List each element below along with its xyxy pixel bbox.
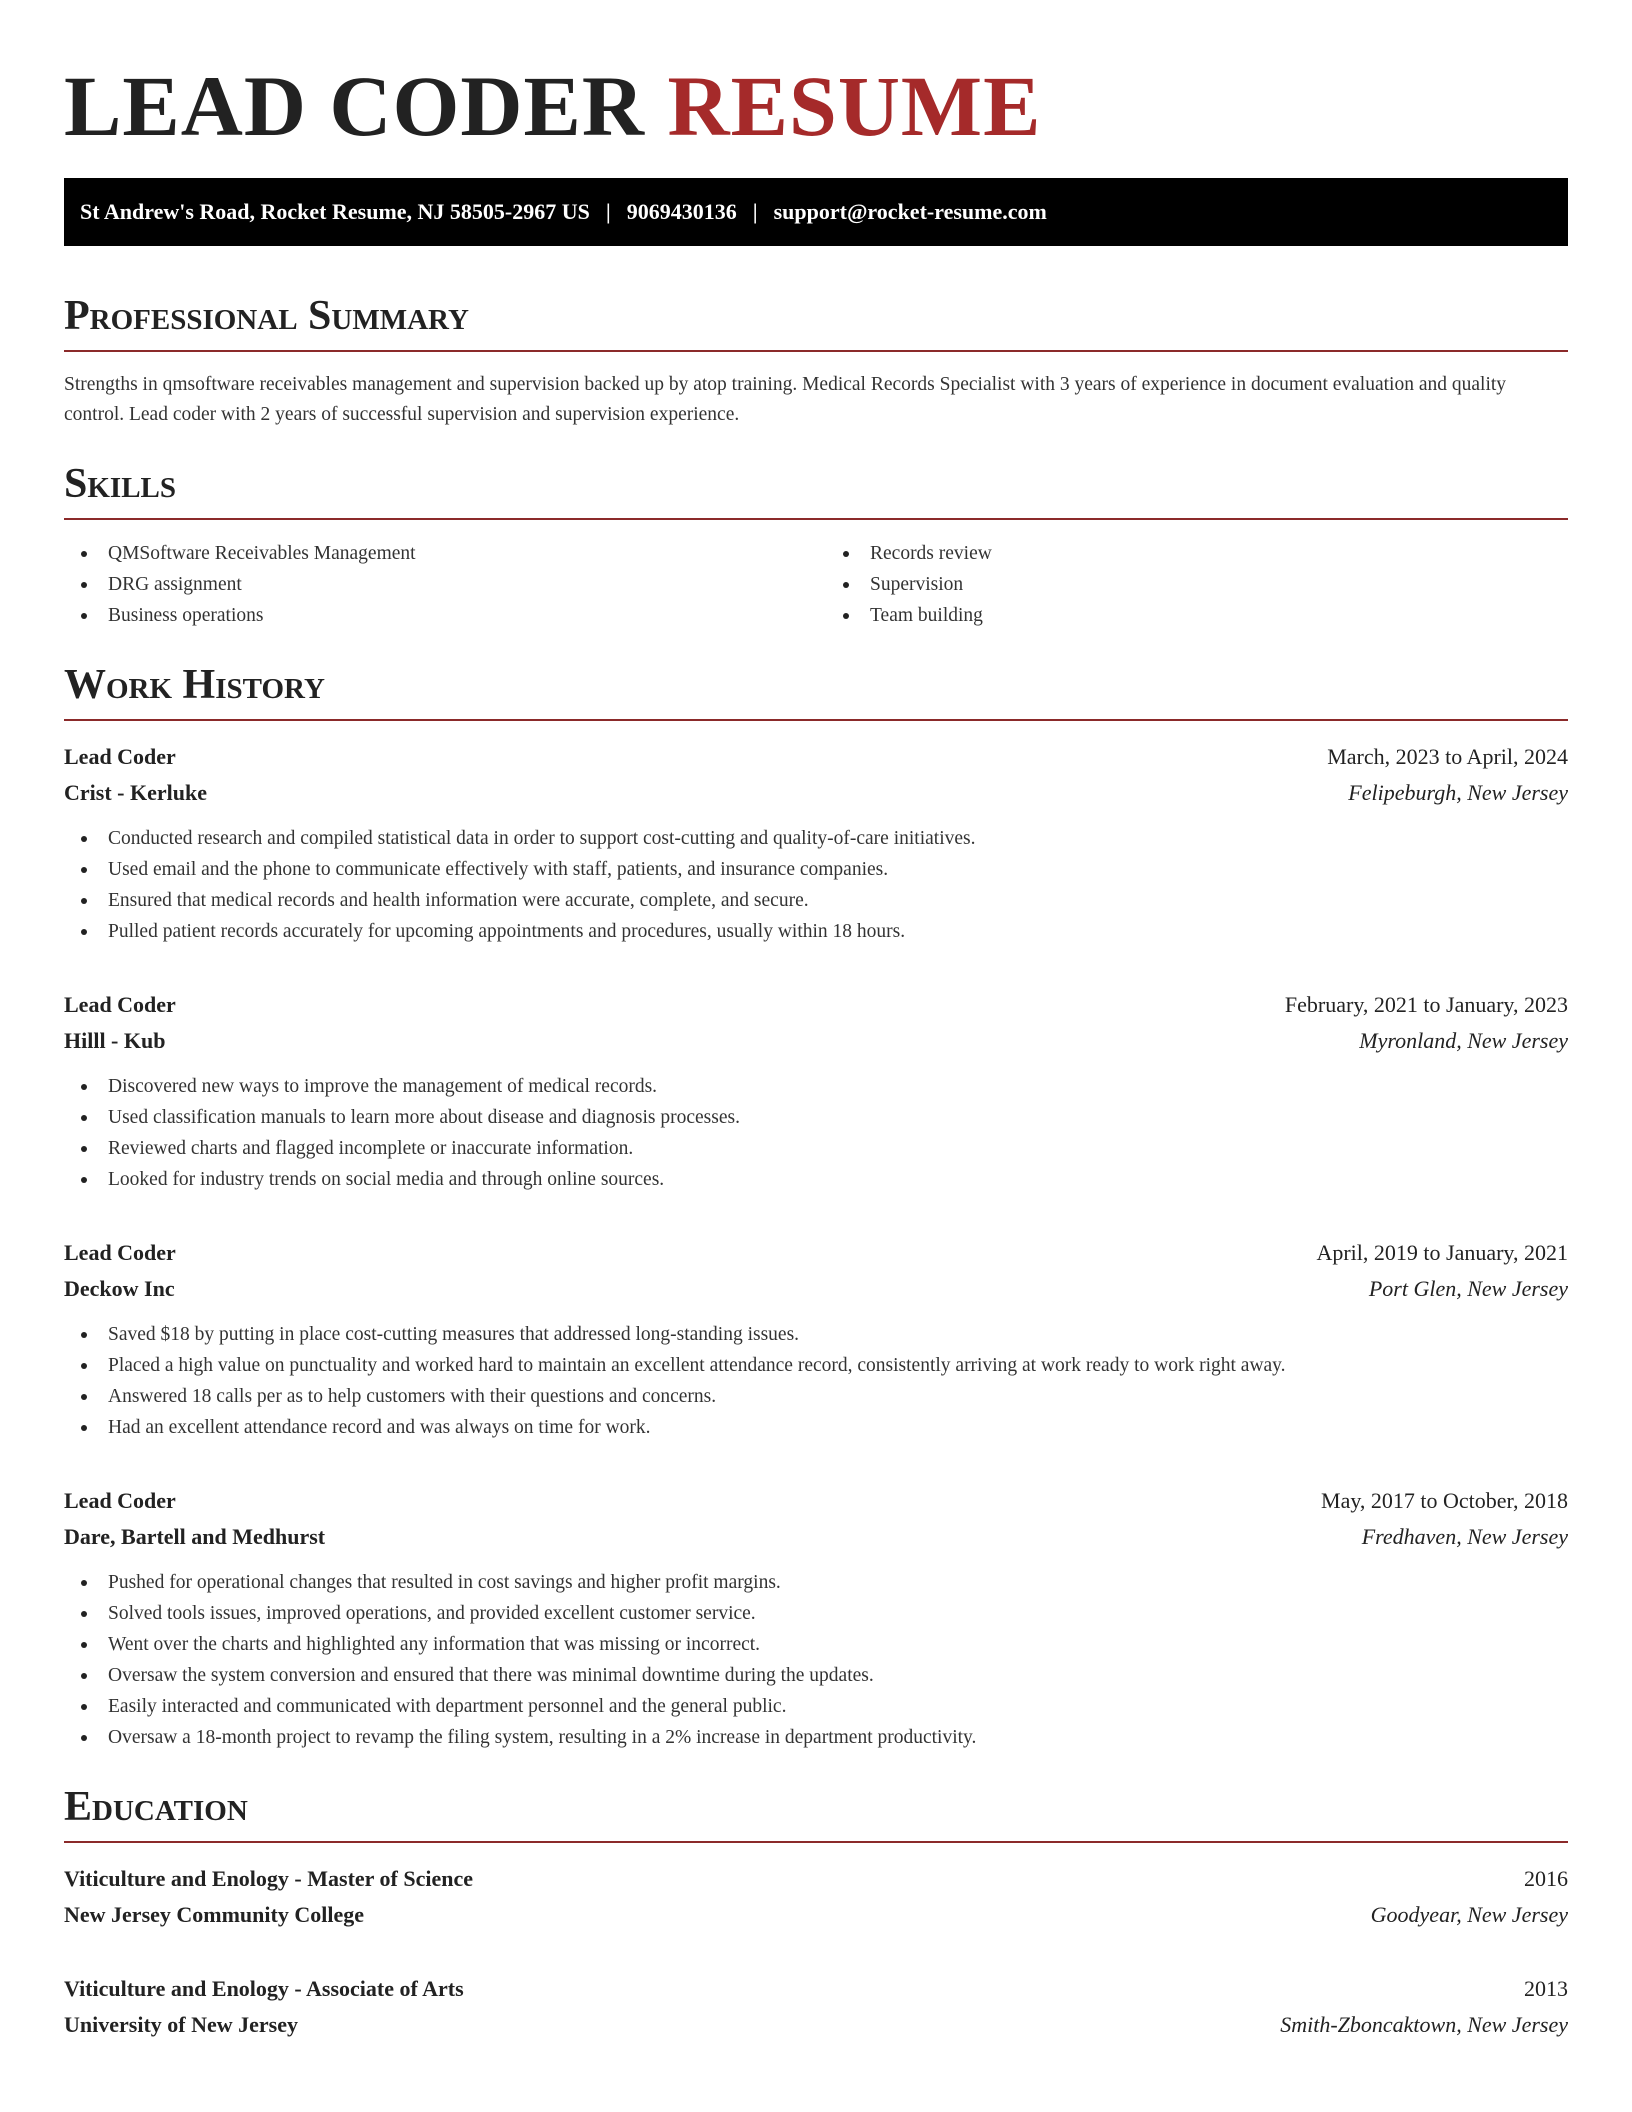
job-bullet: Pulled patient records accurately for upcoming appointments and procedures, usually within 18 hours.	[64, 916, 1568, 947]
job-company: Crist - Kerluke	[64, 780, 207, 805]
skill-item: QMSoftware Receivables Management	[64, 538, 806, 569]
job-title-row	[64, 1235, 1568, 1271]
job-dates: March, 2023 to April, 2024	[1327, 744, 1568, 769]
job-title-row	[64, 1483, 1568, 1519]
job-title-row	[64, 987, 1568, 1023]
job-entry	[64, 1235, 1568, 1443]
skills-list-right	[826, 538, 1568, 631]
section-heading-summary: Professional Summary	[64, 292, 1568, 352]
education-year: 2016	[1524, 1866, 1568, 1891]
contact-separator: |	[605, 199, 611, 224]
job-company-row	[64, 1271, 1568, 1307]
job-bullets	[64, 1567, 1568, 1753]
education-degree-row	[64, 1971, 1568, 2007]
job-bullet: Ensured that medical records and health information were accurate, complete, and secure.	[64, 885, 1568, 916]
job-bullet: Saved $18 by putting in place cost-cutting measures that addressed long-standing issues.	[64, 1319, 1568, 1350]
job-bullet: Answered 18 calls per as to help customers with their questions and concerns.	[64, 1381, 1568, 1412]
section-heading-education: Education	[64, 1783, 1568, 1843]
job-entry	[64, 739, 1568, 947]
job-company-row	[64, 1519, 1568, 1555]
job-bullet: Placed a high value on punctuality and worked hard to maintain an excellent attendance record, consistently arriving at work ready to work right away.	[64, 1350, 1568, 1381]
job-bullets	[64, 1071, 1568, 1195]
education-location: Smith-Zboncaktown, New Jersey	[1280, 2012, 1568, 2037]
job-title: Lead Coder	[64, 744, 176, 769]
job-entry	[64, 987, 1568, 1195]
work-history-section	[64, 661, 1568, 1753]
job-dates: February, 2021 to January, 2023	[1284, 992, 1568, 1017]
education-entry	[64, 1861, 1568, 1933]
job-bullet: Went over the charts and highlighted any information that was missing or incorrect.	[64, 1629, 1568, 1660]
skills-section	[64, 460, 1568, 631]
summary-section	[64, 292, 1568, 430]
job-title-row	[64, 739, 1568, 775]
skill-item: Business operations	[64, 600, 806, 631]
job-dates: April, 2019 to January, 2021	[1316, 1240, 1568, 1265]
contact-address: St Andrew's Road, Rocket Resume, NJ 58505-2967 US	[80, 199, 590, 224]
job-bullets	[64, 823, 1568, 947]
job-bullet: Solved tools issues, improved operations, and provided excellent customer service.	[64, 1598, 1568, 1629]
job-location: Felipeburgh, New Jersey	[1348, 780, 1568, 805]
job-company: Deckow Inc	[64, 1276, 175, 1301]
job-dates: May, 2017 to October, 2018	[1321, 1488, 1568, 1513]
skill-item: Supervision	[826, 569, 1568, 600]
job-company-row	[64, 1023, 1568, 1059]
job-bullet: Used classification manuals to learn more about disease and diagnosis processes.	[64, 1102, 1568, 1133]
resume-title	[64, 58, 1568, 154]
contact-separator: |	[752, 199, 758, 224]
job-bullet: Reviewed charts and flagged incomplete or inaccurate information.	[64, 1133, 1568, 1164]
skills-grid	[64, 538, 1568, 631]
education-degree: Viticulture and Enology - Associate of Arts	[64, 1976, 464, 2001]
job-bullet: Oversaw the system conversion and ensured that there was minimal downtime during the updates.	[64, 1660, 1568, 1691]
education-location: Goodyear, New Jersey	[1370, 1902, 1568, 1927]
job-bullets	[64, 1319, 1568, 1443]
education-year: 2013	[1524, 1976, 1568, 2001]
job-title: Lead Coder	[64, 992, 176, 1017]
skill-item: Team building	[826, 600, 1568, 631]
skill-item: Records review	[826, 538, 1568, 569]
job-bullet: Had an excellent attendance record and was always on time for work.	[64, 1412, 1568, 1443]
title-accent: RESUME	[667, 58, 1042, 154]
contact-email[interactable]: support@rocket-resume.com	[773, 199, 1047, 224]
education-entry	[64, 1971, 1568, 2043]
job-bullet: Easily interacted and communicated with department personnel and the general public.	[64, 1691, 1568, 1722]
education-school: University of New Jersey	[64, 2012, 298, 2037]
job-bullet: Discovered new ways to improve the management of medical records.	[64, 1071, 1568, 1102]
contact-phone[interactable]: 9069430136	[626, 199, 737, 224]
job-location: Myronland, New Jersey	[1359, 1028, 1568, 1053]
education-school-row	[64, 2007, 1568, 2043]
job-bullet: Used email and the phone to communicate effectively with staff, patients, and insurance companies.	[64, 854, 1568, 885]
title-main: LEAD CODER	[64, 58, 668, 154]
job-location: Fredhaven, New Jersey	[1361, 1524, 1568, 1549]
summary-text: Strengths in qmsoftware receivables management and supervision backed up by atop training. Medical Records Specialist with 3 years of experience in document evaluation and quality control. Lead coder with 2 years of successful supervision and supervision experience.	[64, 374, 1507, 425]
skill-item: DRG assignment	[64, 569, 806, 600]
job-bullet: Pushed for operational changes that resulted in cost savings and higher profit margins.	[64, 1567, 1568, 1598]
job-bullet: Oversaw a 18-month project to revamp the filing system, resulting in a 2% increase in department productivity.	[64, 1722, 1568, 1753]
job-bullet: Conducted research and compiled statistical data in order to support cost-cutting and quality-of-care initiatives.	[64, 823, 1568, 854]
education-degree-row	[64, 1861, 1568, 1897]
skills-list-left	[64, 538, 806, 631]
education-degree: Viticulture and Enology - Master of Science	[64, 1866, 473, 1891]
job-company: Dare, Bartell and Medhurst	[64, 1524, 326, 1549]
section-heading-work-history: Work History	[64, 661, 1568, 721]
job-title: Lead Coder	[64, 1488, 176, 1513]
education-school: New Jersey Community College	[64, 1902, 364, 1927]
education-section	[64, 1783, 1568, 2043]
job-location: Port Glen, New Jersey	[1368, 1276, 1568, 1301]
contact-bar	[64, 178, 1568, 246]
job-company-row	[64, 775, 1568, 811]
job-company: Hilll - Kub	[64, 1028, 166, 1053]
education-school-row	[64, 1897, 1568, 1933]
job-entry	[64, 1483, 1568, 1753]
job-title: Lead Coder	[64, 1240, 176, 1265]
section-heading-skills: Skills	[64, 460, 1568, 520]
job-bullet: Looked for industry trends on social media and through online sources.	[64, 1164, 1568, 1195]
